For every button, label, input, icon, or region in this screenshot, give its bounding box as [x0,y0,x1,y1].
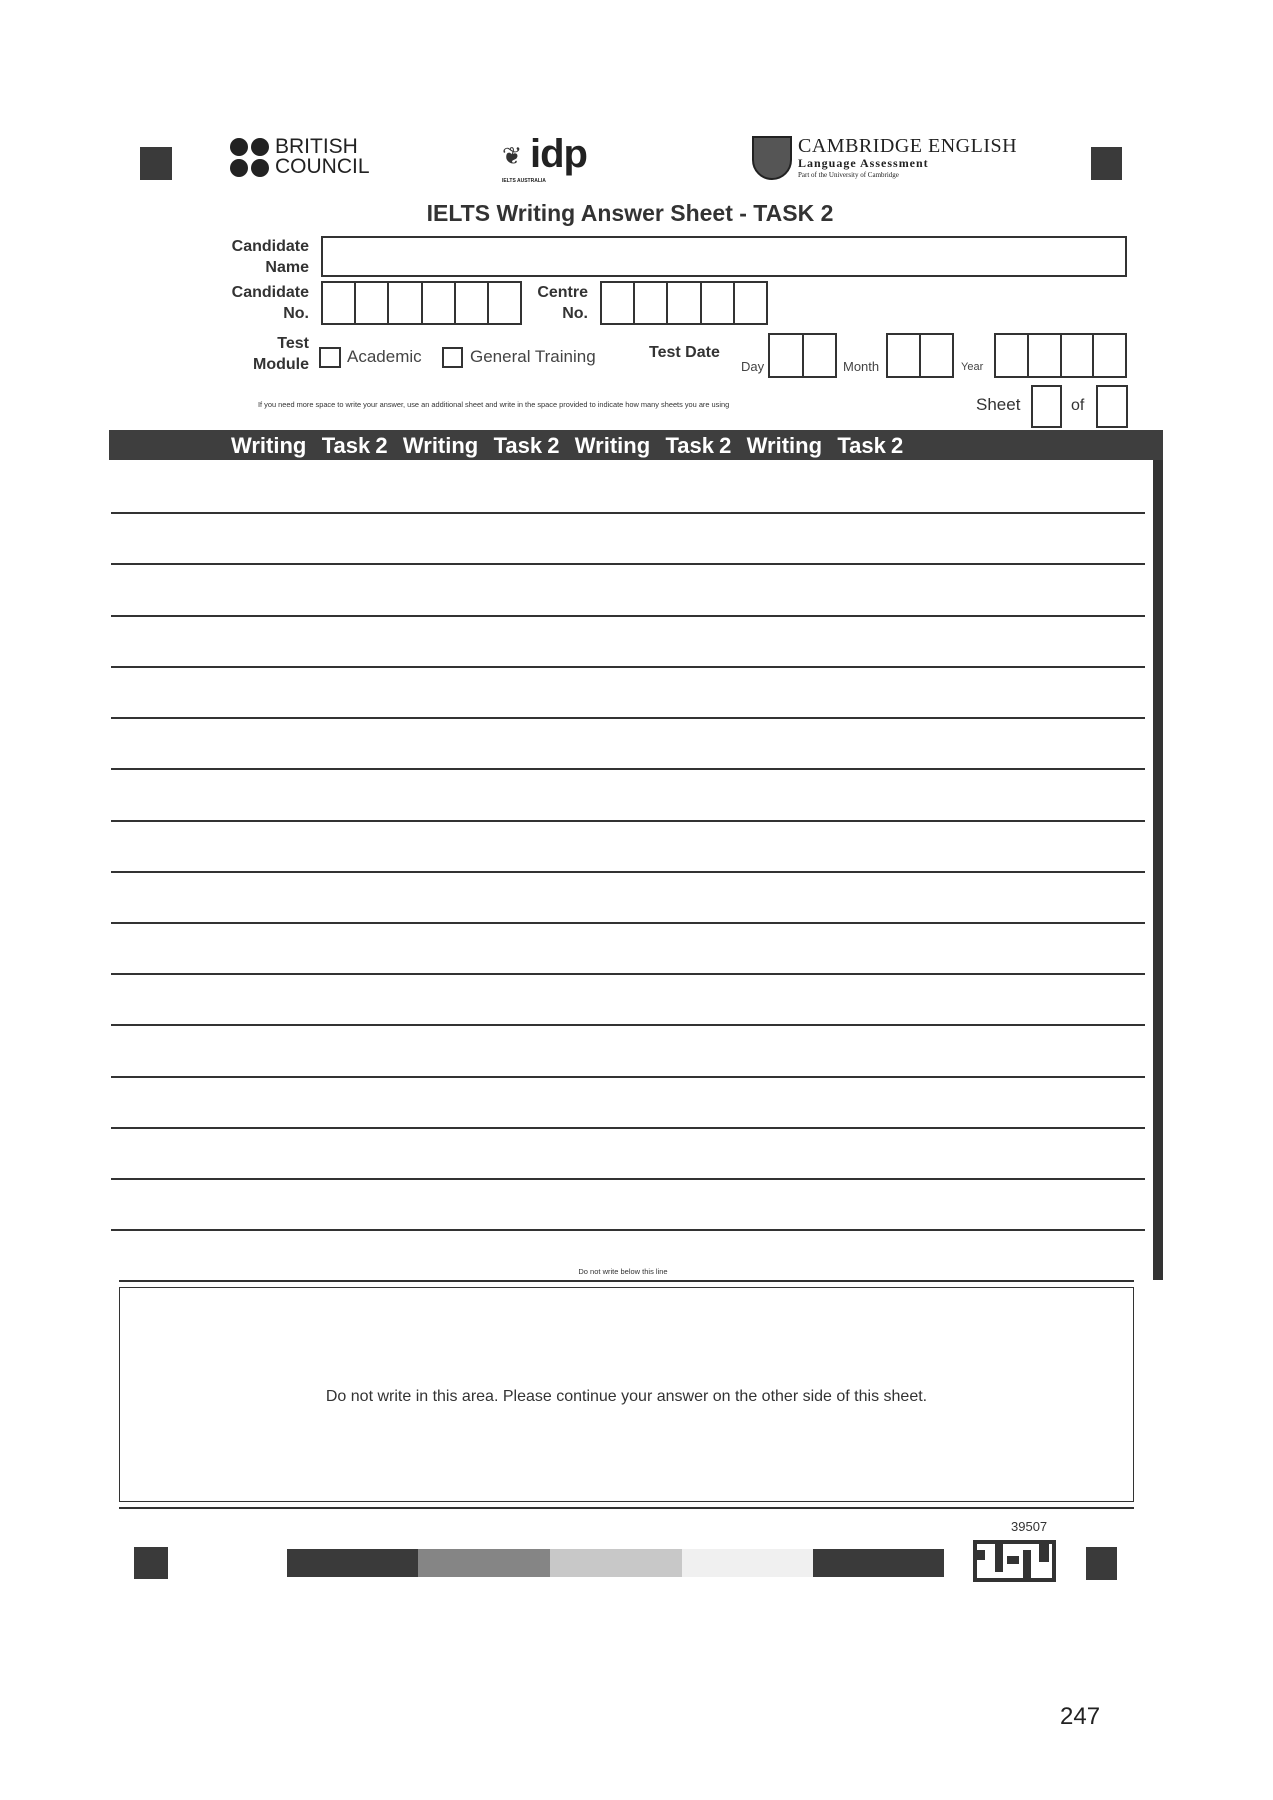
month-input[interactable] [886,333,954,378]
test-date-label: Test Date [649,344,720,361]
academic-checkbox[interactable] [319,347,341,368]
general-training-checkbox[interactable] [442,347,463,368]
cambridge-affiliation: Part of the University of Cambridge [798,171,899,179]
centre-no-label: Centre No. [537,284,588,322]
calibration-bar-light [550,1549,682,1577]
answer-line [111,615,1145,617]
idp-name: idp [530,132,587,176]
candidate-no-input[interactable] [321,281,522,325]
candidate-name-label: Candidate Name [231,238,309,276]
answer-line [111,871,1145,873]
cambridge-name: CAMBRIDGE ENGLISH [798,135,1018,157]
sheet-label: Sheet [976,395,1021,414]
calibration-bar-gray [418,1549,550,1577]
idp-logo [502,132,602,186]
answer-line [111,1076,1145,1078]
calibration-bar-very-light [682,1549,813,1577]
british-council-line1: BRITISH [275,135,358,158]
page-title: IELTS Writing Answer Sheet - TASK 2 [426,200,834,226]
candidate-name-input[interactable] [321,236,1127,277]
registration-mark-top-right [1091,147,1122,180]
of-label: of [1071,397,1085,414]
calibration-bar-dark-2 [813,1549,944,1577]
page-number: 247 [1060,1703,1101,1730]
answer-line [111,1024,1145,1026]
british-council-logo [230,137,370,177]
divider-line [119,1280,1134,1282]
british-council-line2: COUNCIL [275,155,370,178]
cambridge-shield-icon [752,136,792,180]
registration-mark-bottom-right [1086,1547,1117,1580]
test-module-label: Test Module [253,335,309,373]
general-training-label: General Training [470,347,596,366]
registration-mark-bottom-left [134,1547,168,1579]
british-council-dots-icon [230,138,269,177]
answer-line [111,1127,1145,1129]
do-not-write-below-label: Do not write below this line [578,1267,668,1276]
writing-task-banner [109,430,1163,460]
day-input[interactable] [768,333,837,378]
cambridge-subtitle: Language Assessment [798,156,929,170]
examiner-area [119,1287,1134,1502]
year-label: Year [961,361,984,373]
centre-no-input[interactable] [600,281,768,325]
candidate-no-label: Candidate No. [231,284,309,322]
answer-line [111,973,1145,975]
answer-line [111,563,1145,565]
academic-label: Academic [347,347,422,366]
idp-leaf-icon: ❦ [502,143,523,170]
answer-line [111,922,1145,924]
answer-line [111,512,1145,514]
examiner-area-notice: Do not write in this area. Please continue your answer on the other side of this sheet. [325,1388,928,1405]
form-code: 39507 [1011,1519,1048,1534]
answer-line [111,820,1145,822]
year-input[interactable] [994,333,1127,378]
month-label: Month [843,359,880,374]
sheet-number-input[interactable] [1031,385,1062,428]
additional-sheet-instruction: If you need more space to write your answer, use an additional sheet and write in the space provided to indicate how many sheets you are using [258,400,730,409]
calibration-bar-dark [287,1549,418,1577]
idp-subtitle: IELTS AUSTRALIA [502,178,546,184]
answer-line [111,768,1145,770]
answer-line [111,1229,1145,1231]
answer-line [111,717,1145,719]
bottom-divider-line [119,1507,1134,1509]
banner-text: Writing Task 2 Writing Task 2 Writing Task 2 Writing Task 2 [231,433,904,458]
form-id-code-icon [973,1540,1056,1582]
sheet-total-input[interactable] [1096,385,1128,428]
cambridge-english-logo [752,136,1017,180]
answer-line [111,1178,1145,1180]
answer-line [111,666,1145,668]
registration-mark-top-left [140,147,172,180]
day-label: Day [741,359,765,374]
right-edge-bar [1153,460,1163,1280]
